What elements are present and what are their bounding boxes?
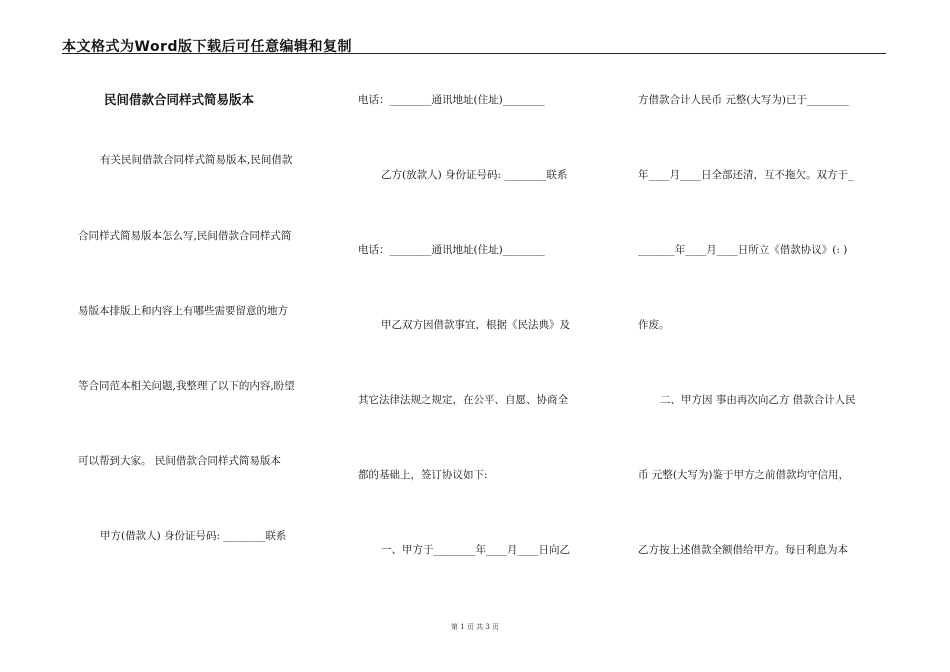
text-line: 电话：________通讯地址(住址)________	[358, 244, 545, 256]
text-line: 甲乙双方因借款事宜，根据《民法典》及	[381, 319, 570, 331]
text-line: 有关民间借款合同样式简易版本,民间借款	[100, 154, 293, 166]
header-rule	[62, 53, 886, 54]
text-line: 电话：________通讯地址(住址)________	[358, 94, 545, 106]
text-line: 等合同范本相关问题,我整理了以下的内容,盼望	[78, 380, 295, 392]
page-number: 第 1 页 共 3 页	[450, 623, 500, 631]
text-line: 可以帮到大家。 民间借款合同样式简易版本	[78, 455, 281, 467]
document-title: 民间借款合同样式简易版本	[104, 92, 255, 107]
text-line: 乙方(放款人) 身份证号码: ________联系	[381, 169, 568, 181]
text-line: 其它法律法规之规定，在公平、自愿、协商全	[358, 394, 568, 406]
text-line: _______年____月____日所立《借款协议》(: )	[638, 244, 848, 256]
text-line: 乙方按上述借款全额借给甲方。每日利息为本	[638, 544, 848, 556]
text-line: 二、甲方因 事由再次向乙方 借款合计人民	[660, 394, 856, 406]
text-line: 都的基础上，签订协议如下:	[358, 469, 488, 481]
text-line: 方借款合计人民币 元整(大写为)已于________	[638, 94, 850, 106]
text-line: 年____月____日全部还清，互不拖欠。双方于_	[638, 169, 854, 181]
text-line: 甲方(借款人) 身份证号码: ________联系	[100, 530, 287, 542]
text-line: 币 元整(大写为)鉴于甲方之前借款均守信用，	[638, 469, 850, 481]
text-line: 作废。	[638, 319, 670, 331]
text-line: 一、甲方于________年____月____日向乙	[381, 544, 570, 556]
document-banner: 本文格式为Word版下载后可任意编辑和复制	[62, 39, 352, 55]
text-line: 合同样式简易版本怎么写,民间借款合同样式简	[78, 230, 292, 242]
text-line: 易版本排版上和内容上有哪些需要留意的地方	[78, 305, 288, 317]
